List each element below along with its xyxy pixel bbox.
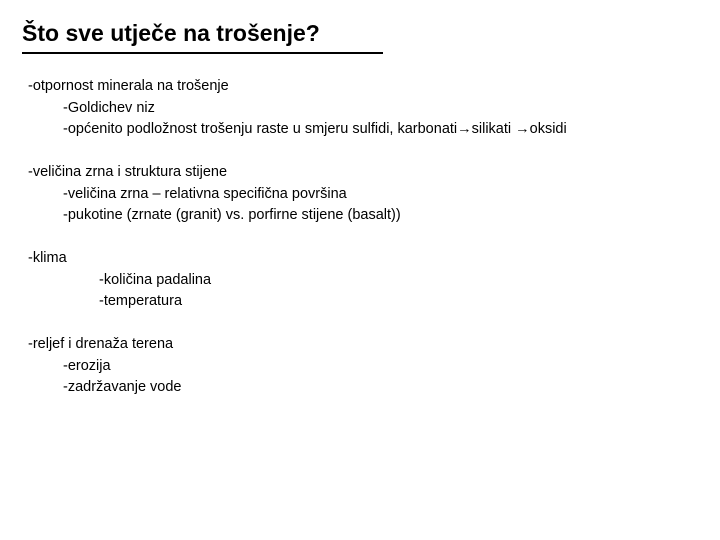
slide-title: Što sve utječe na trošenje?	[22, 20, 320, 46]
title-underline	[22, 52, 383, 54]
spacer	[28, 313, 708, 335]
section-heading-relief: -reljef i drenaža terena	[28, 336, 174, 352]
section-heading-mineral-resistance: -otpornost minerala na trošenje	[28, 78, 229, 94]
list-item: -erozija	[63, 357, 111, 374]
list-item: -količina padalina	[99, 271, 212, 288]
slide-content	[28, 76, 708, 399]
list-item: -Goldichev niz	[63, 99, 155, 116]
list-item: -pukotine (zrnate (granit) vs. porfirne stijene (basalt))	[63, 207, 401, 223]
list-item: -temperatura	[99, 293, 183, 309]
spacer	[28, 141, 708, 163]
list-item: -veličina zrna – relativna specifična površina	[63, 185, 347, 202]
section-heading-grain-size: -veličina zrna i struktura stijene	[28, 164, 228, 180]
list-item: -općenito podložnost trošenju raste u smjeru sulfidi, karbonati→silikati →oksidi	[63, 121, 567, 137]
list-item: -zadržavanje vode	[63, 379, 182, 395]
section-heading-climate: -klima	[28, 250, 67, 266]
spacer	[28, 227, 708, 249]
